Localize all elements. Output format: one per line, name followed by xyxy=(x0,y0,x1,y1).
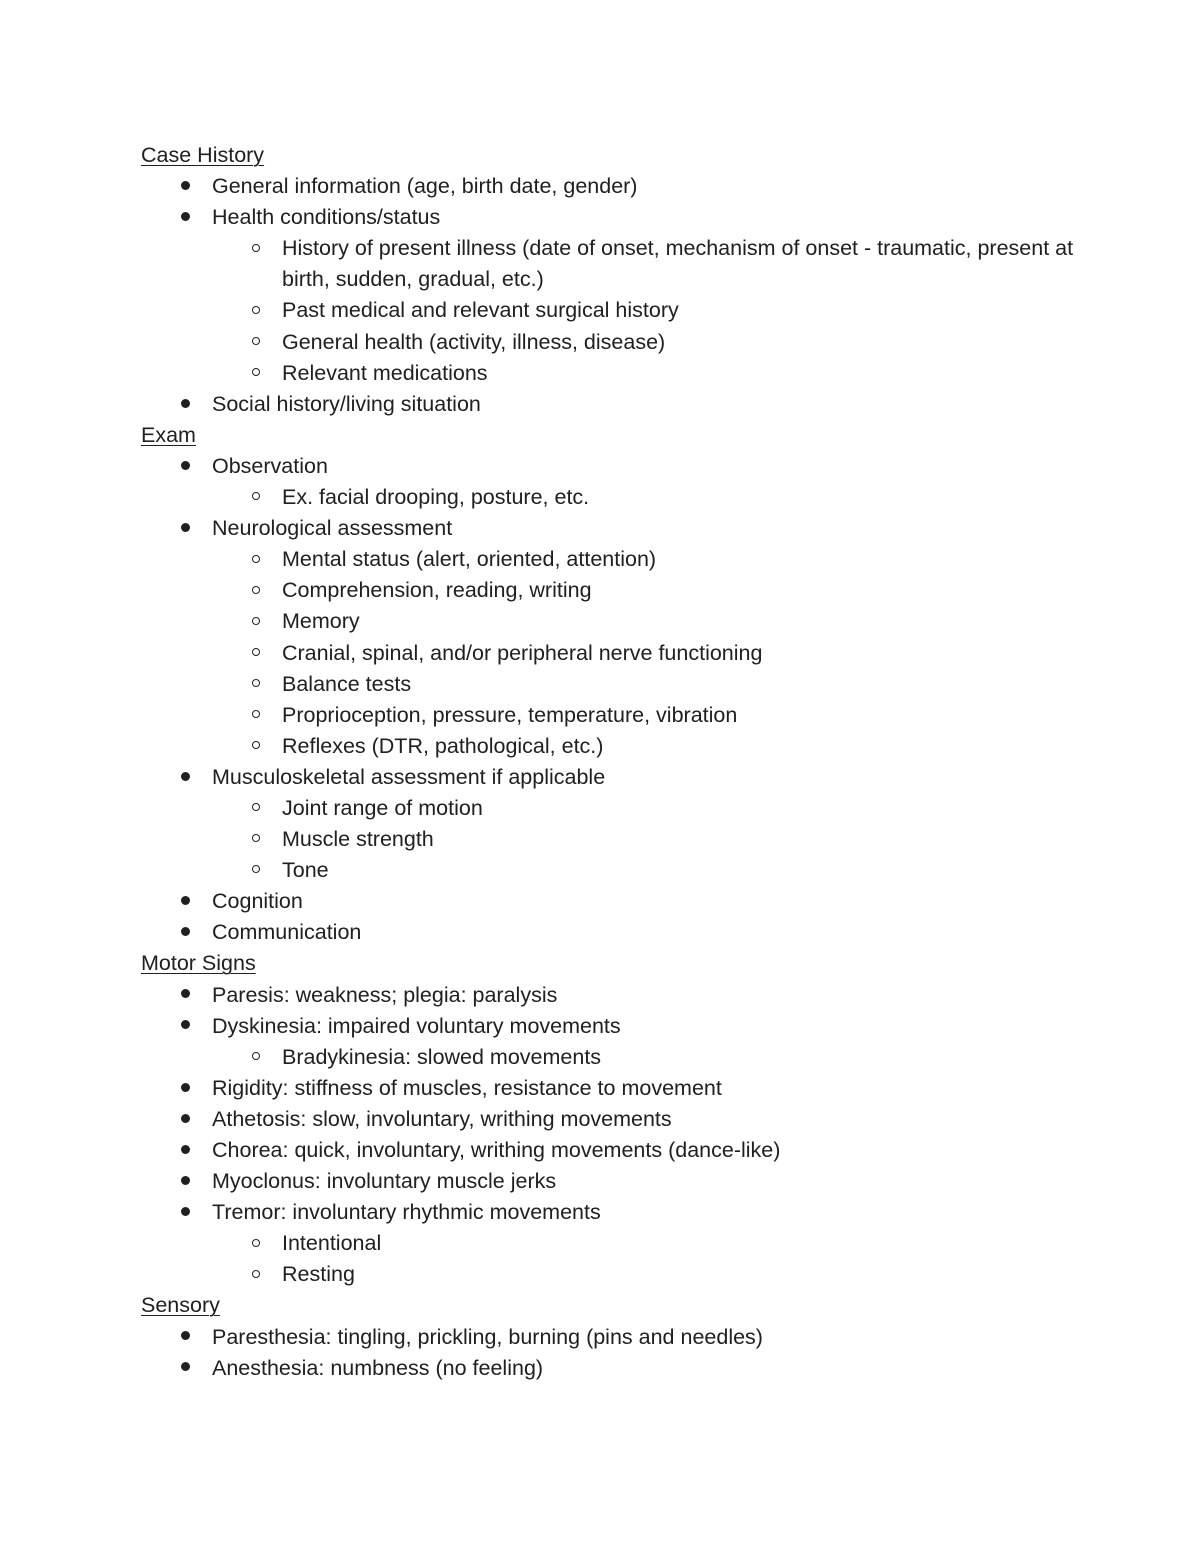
bullet-list-item xyxy=(141,1073,1101,1104)
list-item-text: Cranial, spinal, and/or peripheral nerve functioning xyxy=(282,640,763,665)
bullet-list-item xyxy=(141,451,1101,482)
filled-bullet-icon xyxy=(177,1166,193,1197)
bullet-list-item xyxy=(141,513,1101,544)
bullet-list-item xyxy=(141,1166,1101,1197)
sub-bullet-list-item xyxy=(141,1042,1101,1073)
filled-bullet-icon xyxy=(177,762,193,793)
list-item-text: Rigidity: stiffness of muscles, resistance to movement xyxy=(212,1075,722,1100)
bullet-list-item xyxy=(141,1104,1101,1135)
sub-bullet-list-item xyxy=(141,824,1101,855)
filled-bullet-icon xyxy=(177,1104,193,1135)
list-item-text: Tremor: involuntary rhythmic movements xyxy=(212,1200,601,1225)
bullet-list-item xyxy=(141,762,1101,793)
list-item-text: Tone xyxy=(282,858,329,883)
hollow-bullet-icon xyxy=(248,1259,264,1290)
hollow-bullet-icon xyxy=(248,669,264,700)
sub-bullet-list-item xyxy=(141,544,1101,575)
list-item-text: Balance tests xyxy=(282,671,412,696)
sub-bullet-list-item xyxy=(141,575,1101,606)
bullet-list-item xyxy=(141,171,1101,202)
list-item-text: Anesthesia: numbness (no feeling) xyxy=(212,1355,544,1380)
list-item-text: Myoclonus: involuntary muscle jerks xyxy=(212,1169,557,1194)
sub-bullet-list-item xyxy=(141,327,1101,358)
sub-bullet-list-item xyxy=(141,482,1101,513)
hollow-bullet-icon xyxy=(248,482,264,513)
filled-bullet-icon xyxy=(177,1011,193,1042)
list-item-text: Proprioception, pressure, temperature, vibration xyxy=(282,702,738,727)
filled-bullet-icon xyxy=(177,917,193,948)
list-item-text: Bradykinesia: slowed movements xyxy=(282,1044,602,1069)
sub-bullet-list-item xyxy=(141,700,1101,731)
hollow-bullet-icon xyxy=(248,793,264,824)
filled-bullet-icon xyxy=(177,886,193,917)
hollow-bullet-icon xyxy=(248,731,264,762)
list-item-text: Chorea: quick, involuntary, writhing movements (dance-like) xyxy=(212,1138,781,1162)
sub-bullet-list-item xyxy=(141,1259,1101,1290)
filled-bullet-icon xyxy=(177,202,193,233)
filled-bullet-icon xyxy=(177,513,193,544)
bullet-list-item xyxy=(141,1011,1101,1042)
list-item-text: Paresthesia: tingling, prickling, burning (pins and needles) xyxy=(212,1324,763,1349)
bullet-list-item xyxy=(141,980,1101,1011)
list-item-text: Comprehension, reading, writing xyxy=(282,578,592,603)
bullet-list-item xyxy=(141,886,1101,917)
list-item-text: Memory xyxy=(282,609,360,634)
sub-bullet-list-item xyxy=(141,606,1101,637)
section-heading: Motor Signs xyxy=(141,951,256,976)
hollow-bullet-icon xyxy=(248,233,264,264)
bullet-list-item xyxy=(141,389,1101,420)
list-item-text: Mental status (alert, oriented, attention) xyxy=(282,547,657,572)
list-item-text: General health (activity, illness, disease) xyxy=(282,329,666,354)
list-item-text: Musculoskeletal assessment if applicable xyxy=(212,764,606,789)
filled-bullet-icon xyxy=(177,1135,193,1166)
sub-bullet-list-item xyxy=(141,233,1101,295)
list-item-text: Ex. facial drooping, posture, etc. xyxy=(282,485,590,510)
list-item-text: Intentional xyxy=(282,1231,382,1256)
list-item-text: Communication xyxy=(212,920,362,945)
sub-bullet-list-item xyxy=(141,295,1101,326)
list-item-text: Resting xyxy=(282,1262,355,1287)
list-item-text: Health conditions/status xyxy=(212,205,441,230)
filled-bullet-icon xyxy=(177,451,193,482)
hollow-bullet-icon xyxy=(248,1228,264,1259)
list-item-text: Cognition xyxy=(212,889,303,914)
hollow-bullet-icon xyxy=(248,327,264,358)
list-item-text: Past medical and relevant surgical history xyxy=(282,298,679,323)
filled-bullet-icon xyxy=(177,1322,193,1353)
bullet-list-item xyxy=(141,202,1101,233)
bullet-list-item xyxy=(141,1135,1101,1166)
hollow-bullet-icon xyxy=(248,575,264,606)
list-item-text: Neurological assessment xyxy=(212,516,453,541)
bullet-list-item xyxy=(141,1322,1101,1353)
section-heading: Sensory xyxy=(141,1293,220,1318)
list-item-text: Social history/living situation xyxy=(212,391,481,416)
sub-bullet-list-item xyxy=(141,793,1101,824)
filled-bullet-icon xyxy=(177,171,193,202)
sub-bullet-list-item xyxy=(141,731,1101,762)
list-item-text: Paresis: weakness; plegia: paralysis xyxy=(212,982,558,1007)
hollow-bullet-icon xyxy=(248,824,264,855)
list-item-text: Dyskinesia: impaired voluntary movements xyxy=(212,1013,621,1038)
sub-bullet-list-item xyxy=(141,1228,1101,1259)
hollow-bullet-icon xyxy=(248,544,264,575)
hollow-bullet-icon xyxy=(248,295,264,326)
list-item-text: Relevant medications xyxy=(282,360,488,385)
bullet-list-item xyxy=(141,1197,1101,1228)
list-item-text: Reflexes (DTR, pathological, etc.) xyxy=(282,733,604,758)
sub-bullet-list-item xyxy=(141,358,1101,389)
filled-bullet-icon xyxy=(177,1073,193,1104)
hollow-bullet-icon xyxy=(248,700,264,731)
bullet-list-item xyxy=(141,917,1101,948)
sub-bullet-list-item xyxy=(141,669,1101,700)
document-body xyxy=(141,140,1101,1384)
filled-bullet-icon xyxy=(177,1353,193,1384)
list-item-text: Joint range of motion xyxy=(282,795,483,820)
section-heading: Exam xyxy=(141,422,196,447)
hollow-bullet-icon xyxy=(248,358,264,389)
section-heading: Case History xyxy=(141,143,265,167)
bullet-list-item xyxy=(141,1353,1101,1384)
sub-bullet-list-item xyxy=(141,855,1101,886)
list-item-text: Muscle strength xyxy=(282,827,434,852)
hollow-bullet-icon xyxy=(248,1042,264,1073)
filled-bullet-icon xyxy=(177,1197,193,1228)
list-item-text: History of present illness (date of onset, mechanism of onset - traumatic, present at birth, sudden, gradual, etc.) xyxy=(282,236,1074,292)
list-item-text: General information (age, birth date, gender) xyxy=(212,174,638,199)
hollow-bullet-icon xyxy=(248,606,264,637)
list-item-text: Observation xyxy=(212,453,328,478)
hollow-bullet-icon xyxy=(248,638,264,669)
filled-bullet-icon xyxy=(177,389,193,420)
hollow-bullet-icon xyxy=(248,855,264,886)
filled-bullet-icon xyxy=(177,980,193,1011)
sub-bullet-list-item xyxy=(141,638,1101,669)
list-item-text: Athetosis: slow, involuntary, writhing movements xyxy=(212,1106,672,1131)
